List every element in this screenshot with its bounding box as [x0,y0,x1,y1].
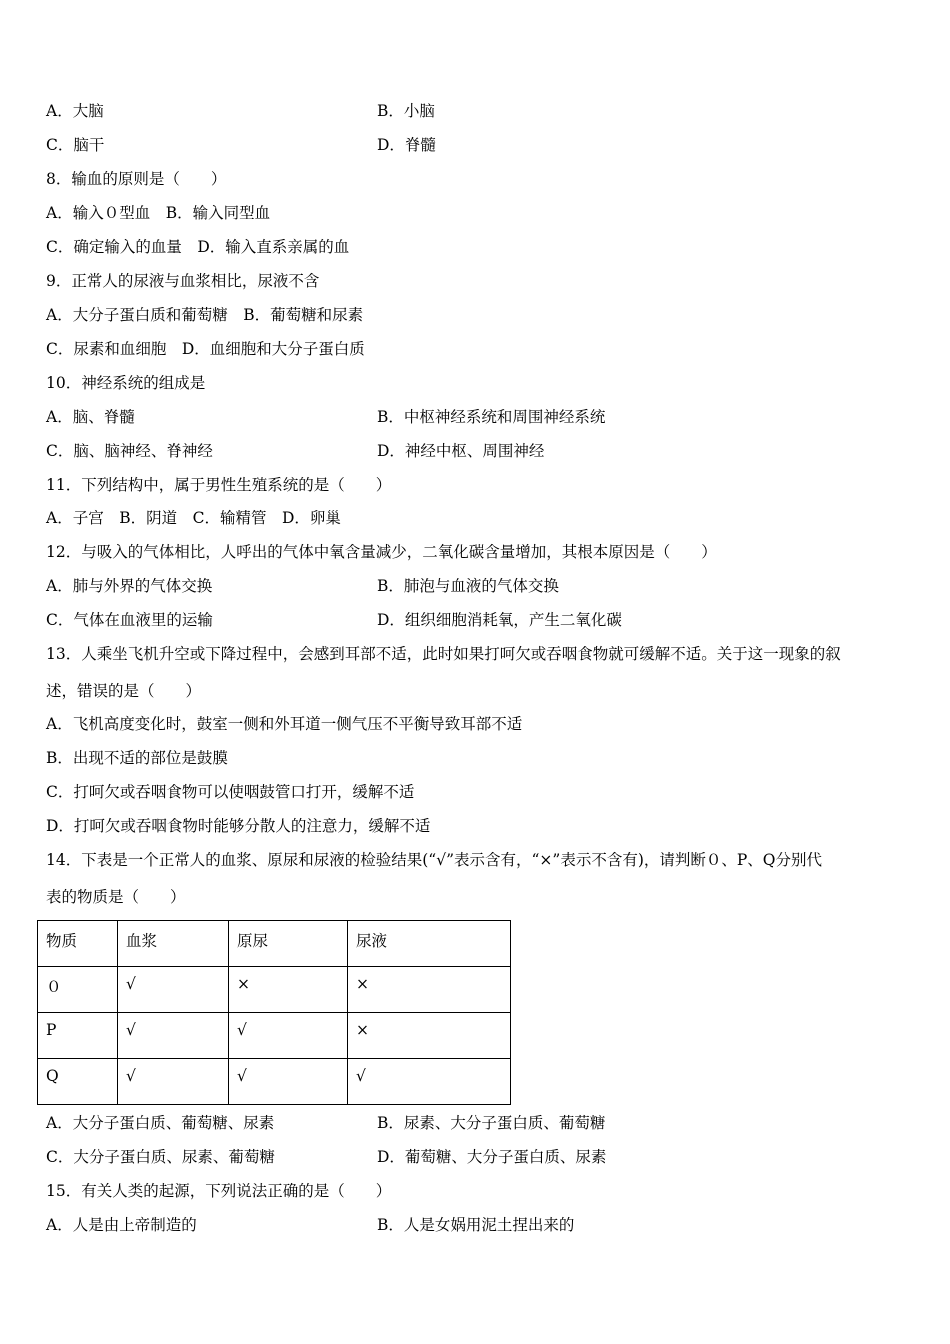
q14-stem-line2: 表的物质是（ ） [46,888,186,906]
q8-stem: 8．输血的原则是（ ） [46,170,227,188]
q14-option-a: A．大分子蛋白质、葡萄糖、尿素 [46,1114,275,1132]
q10-option-d: D．神经中枢、周围神经 [377,442,545,460]
q7-option-c: C．脑干 [46,136,105,154]
table-header-cell: 原尿 [229,921,348,967]
table-header-cell: 血浆 [118,921,229,967]
q13-option-c: C．打呵欠或吞咽食物可以使咽鼓管口打开，缓解不适 [46,783,415,801]
table-cell: √ [229,1013,348,1059]
q9-stem: 9．正常人的尿液与血浆相比，尿液不含 [46,272,320,290]
q10-option-a: A．脑、脊髓 [46,408,135,426]
table-row [38,1013,511,1059]
table-cell: √ [118,1059,229,1105]
q12-option-a: A．肺与外界的气体交换 [46,577,213,595]
q7-option-b: B．小脑 [377,102,435,120]
q14-table [37,920,511,1105]
table-cell: √ [118,1013,229,1059]
q15-option-b: B．人是女娲用泥土捏出来的 [377,1216,575,1234]
q11-options: A．子宫 B．阴道 C．输精管 D．卵巢 [46,509,341,527]
q13-option-a: A．飞机高度变化时，鼓室一侧和外耳道一侧气压不平衡导致耳部不适 [46,715,523,733]
table-cell: × [229,967,348,1013]
q8-options-ab: A．输入０型血 B．输入同型血 [46,204,271,222]
q13-option-b: B．出现不适的部位是鼓膜 [46,749,228,767]
table-cell: × [348,967,511,1013]
q10-option-b: B．中枢神经系统和周围神经系统 [377,408,606,426]
table-row [38,1059,511,1105]
q14-option-b: B．尿素、大分子蛋白质、葡萄糖 [377,1114,606,1132]
table-header-cell: 尿液 [348,921,511,967]
q11-stem: 11．下列结构中，属于男性生殖系统的是（ ） [46,476,392,494]
table-cell: √ [229,1059,348,1105]
table-cell: P [38,1013,118,1059]
q12-option-b: B．肺泡与血液的气体交换 [377,577,559,595]
table-cell: × [348,1013,511,1059]
q8-options-cd: C．确定输入的血量 D．输入直系亲属的血 [46,238,350,256]
table-cell: ０ [38,967,118,1013]
q12-option-d: D．组织细胞消耗氧，产生二氧化碳 [377,611,622,629]
table-cell: √ [118,967,229,1013]
q10-option-c: C．脑、脑神经、脊神经 [46,442,213,460]
q9-options-ab: A．大分子蛋白质和葡萄糖 B．葡萄糖和尿素 [46,306,364,324]
q15-option-a: A．人是由上帝制造的 [46,1216,197,1234]
q10-stem: 10．神经系统的组成是 [46,374,206,392]
q14-stem-line1: 14．下表是一个正常人的血浆、原尿和尿液的检验结果(“√”表示含有，“×”表示不含有)，请判断０、P、Q分别代 [46,851,823,869]
q13-stem-line2: 述，错误的是（ ） [46,682,202,700]
table-cell: √ [348,1059,511,1105]
table-cell: Q [38,1059,118,1105]
q14-option-d: D．葡萄糖、大分子蛋白质、尿素 [377,1148,607,1166]
q12-stem: 12．与吸入的气体相比，人呼出的气体中氧含量减少，二氧化碳含量增加，其根本原因是（ ） [46,543,717,561]
q15-stem: 15．有关人类的起源，下列说法正确的是（ ） [46,1182,392,1200]
table-header-row [38,921,511,967]
q14-option-c: C．大分子蛋白质、尿素、葡萄糖 [46,1148,275,1166]
table-row [38,967,511,1013]
q9-options-cd: C．尿素和血细胞 D．血细胞和大分子蛋白质 [46,340,365,358]
table-header-cell: 物质 [38,921,118,967]
q13-stem-line1: 13．人乘坐飞机升空或下降过程中，会感到耳部不适，此时如果打呵欠或吞咽食物就可缓解不适。关于这一现象的叙 [46,645,841,663]
q12-option-c: C．气体在血液里的运输 [46,611,213,629]
q7-option-a: A．大脑 [46,102,104,120]
q13-option-d: D．打呵欠或吞咽食物时能够分散人的注意力，缓解不适 [46,817,431,835]
q7-option-d: D．脊髓 [377,136,436,154]
